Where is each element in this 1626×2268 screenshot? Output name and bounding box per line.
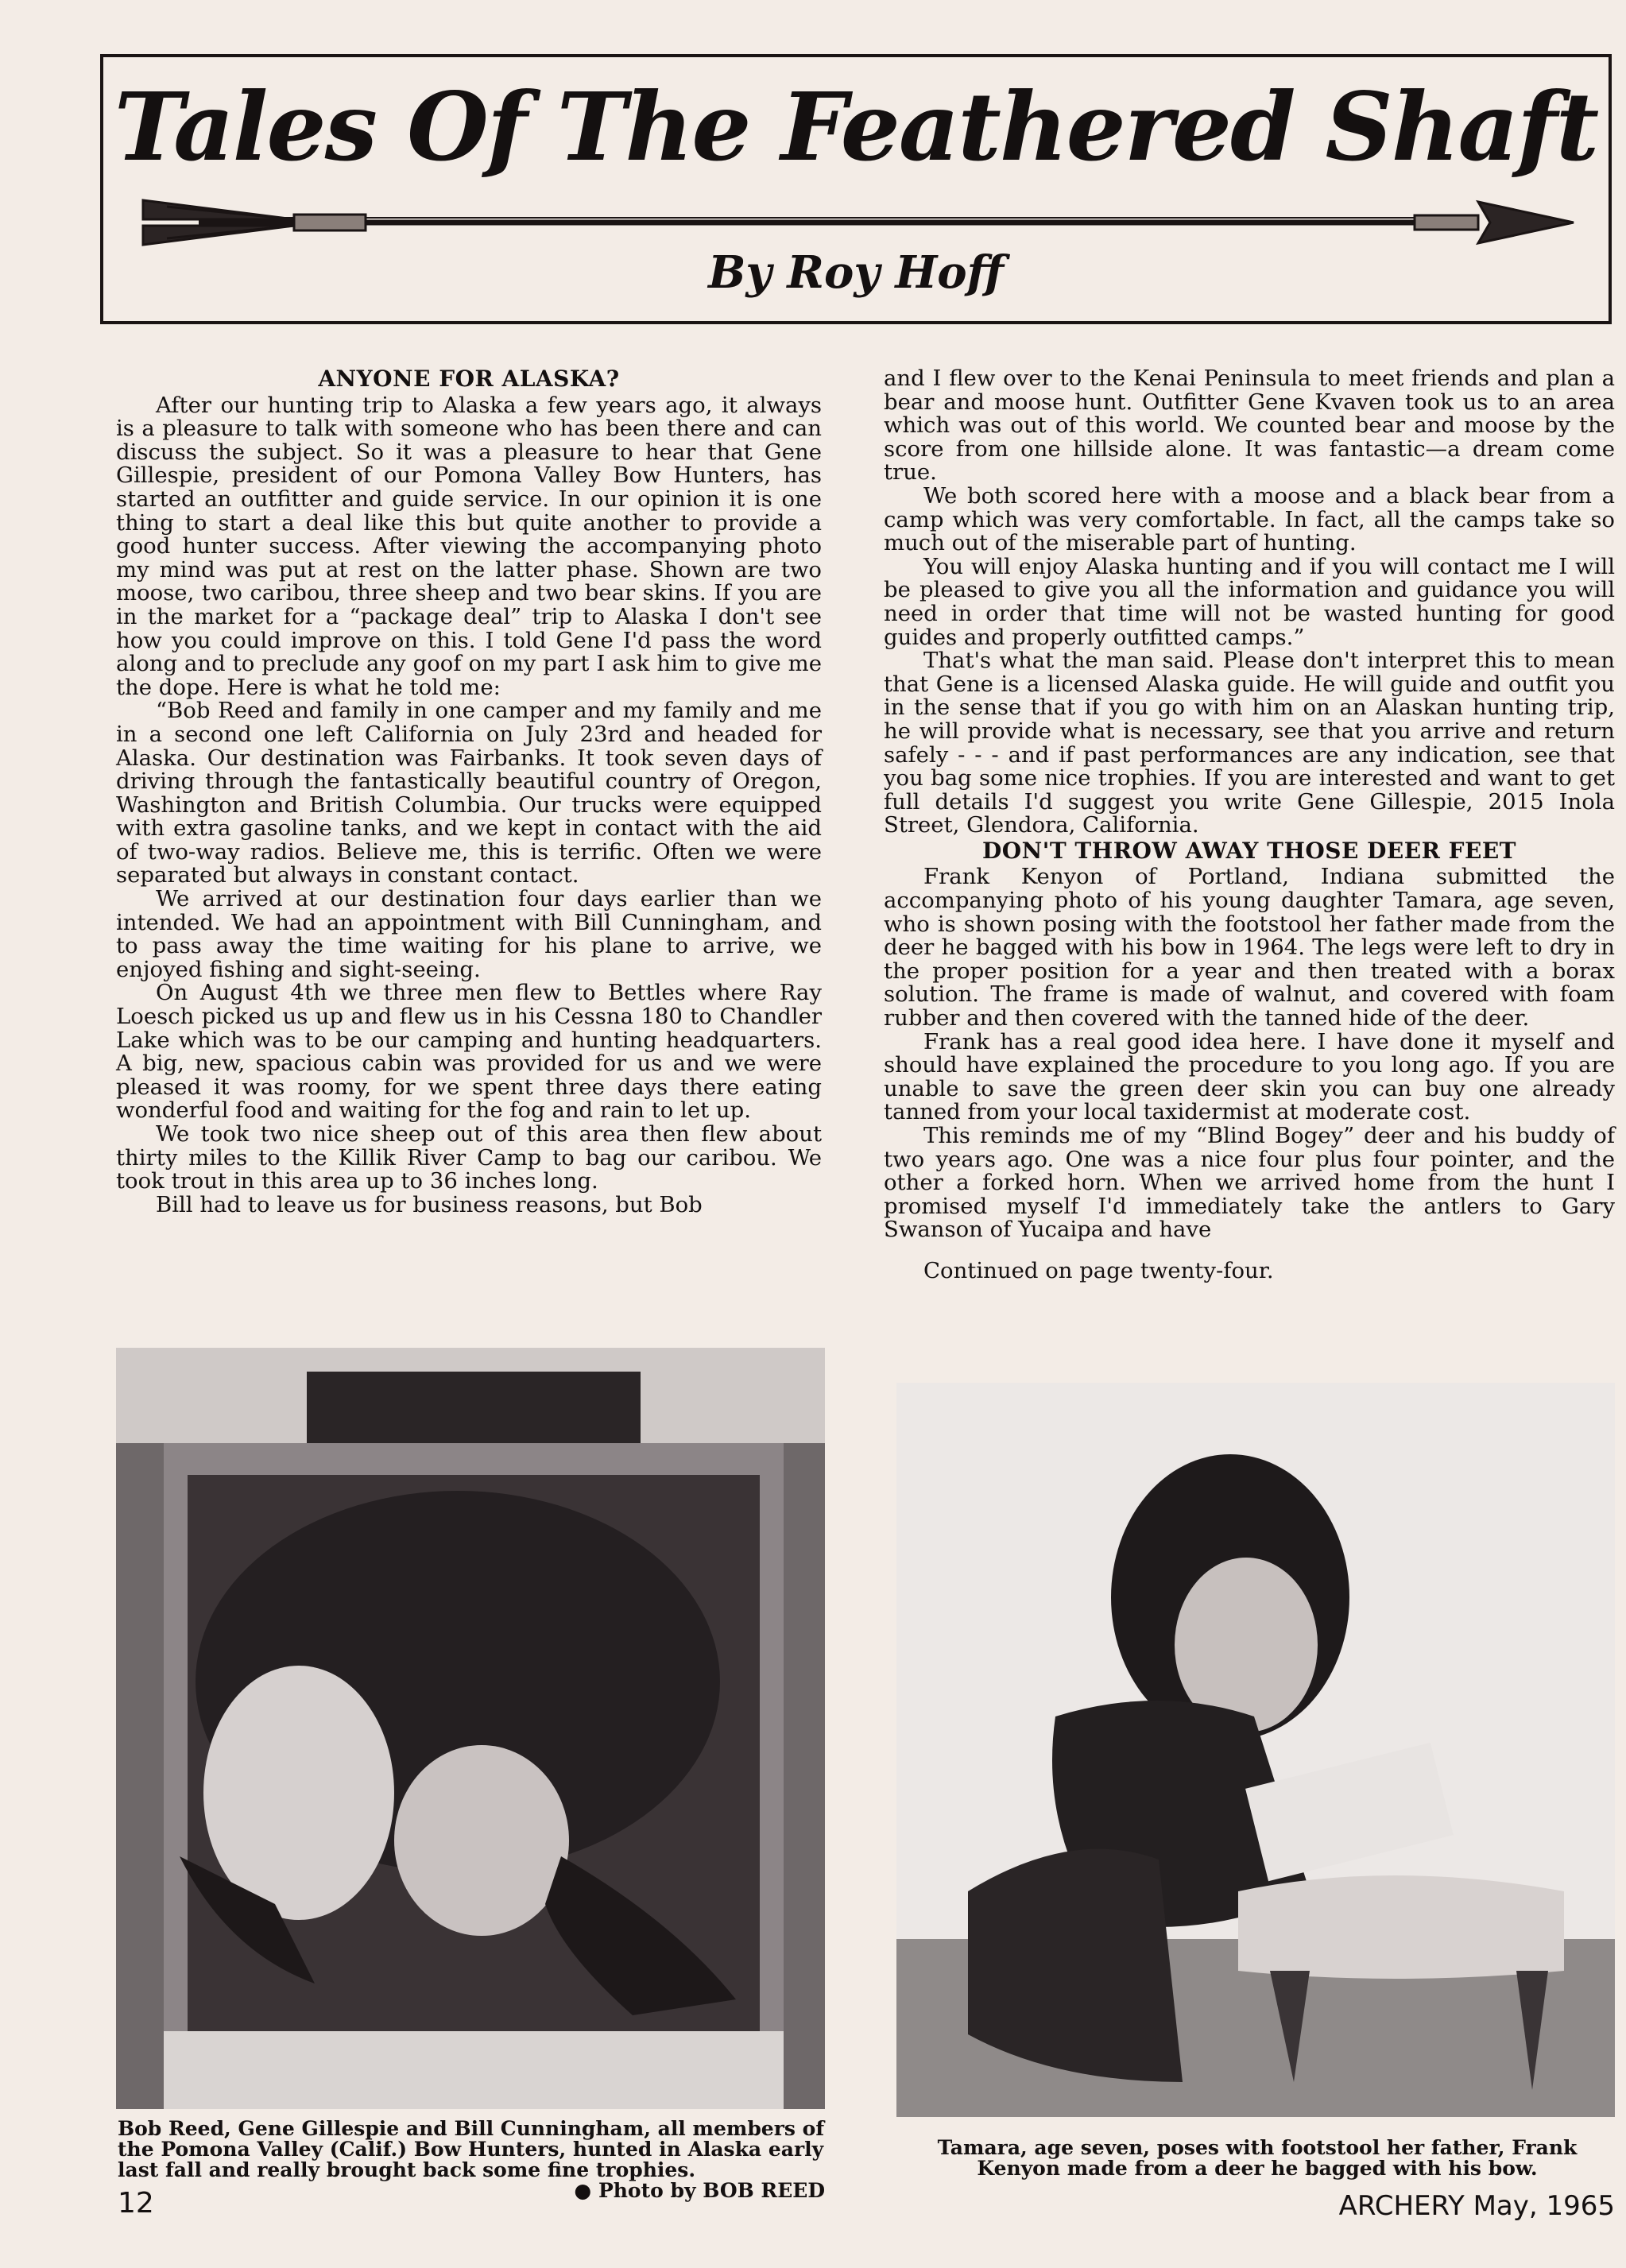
- caption-left: [118, 2119, 825, 2201]
- caption-text: Bob Reed, Gene Gillespie and Bill Cunningham, all members of the Pomona Valley (Calif.) Bow Hunters, hunted in Alaska early last fall and really brought back some fine trophies.: [118, 2117, 825, 2181]
- section-heading: DON'T THROW AWAY THOSE DEER FEET: [982, 837, 1516, 864]
- paragraph: We both scored here with a moose and a black bear from a camp which was very comfortable. In fact, all the camps take so much out of the miserable part of hunting.: [884, 482, 1615, 556]
- arrow-illustration: [135, 191, 1581, 254]
- section-heading: ANYONE FOR ALASKA?: [318, 366, 620, 392]
- photo-truck-trophies: [116, 1348, 825, 2109]
- paragraph: After our hunting trip to Alaska a few years ago, it always is a pleasure to talk with someone who has been there and can discuss the subject. So it was a pleasure to hear that Gene Gillespie, president of our Pomona Valley Bow Hunters, has started an outfitter and guide service. In our opinion it is one thing to start a deal like this but quite another to provide a good hunter success. After viewing the accompanying photo my mind was put at rest on the latter phase. Shown are two moose, two caribou, three sheep and two bear skins. If you are in the market for a “package deal” trip to Alaska I don't see how you could improve on this. I told Gene I'd pass the word along and to preclude any goof on my part I ask him to give me the dope. Here is what he told me:: [116, 392, 822, 700]
- paragraph: You will enjoy Alaska hunting and if you will contact me I will be pleased to give you all the information and guidance you will need in order that time will not be wasted hunting for good guides and properly outfitted camps.”: [884, 553, 1615, 650]
- paragraph: This reminds me of my “Blind Bogey” deer and his buddy of two years ago. One was a nice four plus four pointer, and the other a forked horn. When we arrived home from the hunt I promised myself I'd immediately take the antlers to Gary Swanson of Yucaipa and have: [884, 1123, 1615, 1243]
- paragraph: Bill had to leave us for business reasons, but Bob: [156, 1191, 703, 1217]
- paragraph: We took two nice sheep out of this area then flew about thirty miles to the Killik River Camp to bag our caribou. We took trout in this area up to 36 inches long.: [116, 1121, 822, 1194]
- header-box: [100, 54, 1612, 324]
- paragraph: Frank Kenyon of Portland, Indiana submitted the accompanying photo of his young daughter Tamara, age seven, who is shown posing with the footstool her father made from the deer he bagged with his bow in 1964. The legs were left to dry in the proper position for a year and then treated with a borax solution. The frame is made of walnut, and covered with foam rubber and then covered with the tanned hide of the deer.: [884, 864, 1615, 1031]
- photo-credit: ● Photo by BOB REED: [574, 2179, 825, 2202]
- page-number: 12: [118, 2187, 154, 2220]
- paragraph: “Bob Reed and family in one camper and my family and me in a second one left California on July 23rd and headed for Alaska. Our destination was Fairbanks. It took seven days of driving through the fantastically beautiful country of Oregon, Washington and British Columbia. Our trucks were equipped with extra gasoline tanks, and we kept in contact with the aid of two-way radios. Believe me, this is terrific. Often we were separated but always in constant contact.: [116, 698, 822, 888]
- caption-right: Tamara, age seven, poses with footstool her father, Frank Kenyon made from a deer he bagged with his bow.: [937, 2136, 1578, 2180]
- page-title: Tales Of The Feathered Shaft: [114, 72, 1598, 182]
- continued-note: Continued on page twenty-four.: [923, 1257, 1274, 1283]
- article-column-left: [116, 367, 822, 1217]
- paragraph: and I flew over to the Kenai Peninsula to meet friends and plan a bear and moose hunt. Outfitter Gene Kvaven took us to an area which was out of this world. We counted bear and moose by the score from one hillside alone. It was fantastic—a dream come true.: [884, 366, 1615, 486]
- magazine-footer: ARCHERY May, 1965: [1338, 2190, 1615, 2222]
- paragraph: We arrived at our destination four days earlier than we intended. We had an appointment with Bill Cunningham, and to pass away the time waiting for his plane to arrive, we enjoyed fishing and sight-seeing.: [116, 886, 822, 982]
- paragraph: Frank has a real good idea here. I have done it myself and should have explained the procedure to you long ago. If you are unable to save the green deer skin you can buy one already tanned from your local taxidermist at moderate cost.: [884, 1028, 1615, 1125]
- byline: By Roy Hoff: [708, 246, 1004, 299]
- photo-girl-footstool: [896, 1383, 1615, 2117]
- paragraph: On August 4th we three men flew to Bettles where Ray Loesch picked us up and flew us in his Cessna 180 to Chandler Lake which was to be our camping and hunting headquarters. A big, new, spacious cabin was provided for us and we were pleased it was roomy, for we spent three days there eating wonderful food and waiting for the fog and rain to let up.: [116, 980, 822, 1124]
- article-column-right: [884, 367, 1615, 1283]
- paragraph: That's what the man said. Please don't interpret this to mean that Gene is a licensed Alaska guide. He will guide and outfit you in the sense that if you go with him on an Alaskan hunting trip, he will provide what is necessary, see that you arrive and return safely - - - and if past performances are any indication, see that you bag some nice trophies. If you are interested and want to get full details I'd suggest you write Gene Gillespie, 2015 Inola Street, Glendora, California.: [884, 648, 1615, 838]
